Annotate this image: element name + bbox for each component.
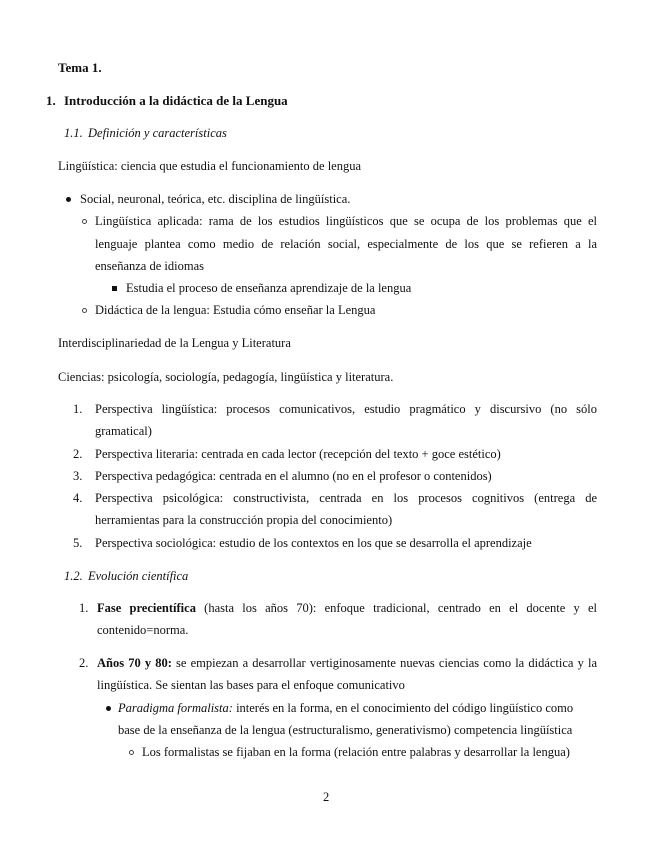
subsection-number: 1.2. [64,569,83,583]
paradigm-subitem: Los formalistas se fijaban en la forma (relación entre palabras y desarrollar la lengua) [142,745,570,759]
phase-label: Años 70 y 80: [97,656,172,670]
phase-text: (hasta los años 70): enfoque tradicional, centrado en el docente y el [195,601,597,615]
list-number: 2. [73,447,83,461]
applied-line-2: lenguaje plantea como medio de relación social, especialmente de los que se refieren a la [95,237,597,251]
section-heading: Introducción a la didáctica de la Lengua [64,93,288,108]
list-number: 2. [79,656,89,670]
paradigm-text: interés en la forma, en el conocimiento del código lingüístico como [232,701,574,715]
perspective-item: Perspectiva sociológica: estudio de los contextos en los que se desarrolla el aprendizaje [95,536,532,550]
bullet-disc-icon [106,706,111,711]
phase-item-cont: contenido=norma. [97,623,189,637]
paradigm-item [118,700,573,716]
page-number: 2 [323,790,330,804]
bullet-disc-icon [66,197,71,202]
perspective-item: Perspectiva lingüística: procesos comunicativos, estudio pragmático y discursivo (no sólo [95,402,597,416]
list-number: 4. [73,491,83,505]
applied-line-3: enseñanza de idiomas [95,259,204,273]
list-number: 5. [73,536,83,550]
subsection-number: 1.1. [64,126,83,140]
phase-item [97,655,597,671]
bullet-circle-icon [82,308,87,313]
phase-item-cont: lingüística. Se sientan las bases para el enfoque comunicativo [97,678,405,692]
list-number: 1. [73,402,83,416]
section-number: 1. [46,93,56,108]
perspective-item: Perspectiva pedagógica: centrada en el alumno (no en el profesor o contenidos) [95,469,492,483]
phase-item [97,600,597,616]
perspective-item: Perspectiva psicológica: constructivista, centrada en los procesos cognitivos (entrega de [95,491,597,505]
subsection-heading: Evolución científica [88,569,189,583]
square-item: Estudia el proceso de enseñanza aprendizaje de la lengua [126,281,412,295]
bullet-circle-icon [129,750,134,755]
interdisciplinary-paragraph: Interdisciplinariedad de la Lengua y Literatura [58,336,291,350]
applied-line-1: Lingüística aplicada: rama de los estudios lingüísticos que se ocupa de los problemas que el [95,214,597,228]
sciences-paragraph: Ciencias: psicología, sociología, pedagogía, lingüística y literatura. [58,370,394,384]
paradigm-item-cont: base de la enseñanza de la lengua (estructuralismo, generativismo) competencia lingüística [118,723,573,737]
subsection-heading: Definición y características [88,126,227,140]
list-number: 1. [79,601,89,615]
phase-label: Fase precientífica [97,601,196,615]
didactica-item: Didáctica de la lengua: Estudia cómo enseñar la Lengua [95,303,376,317]
bullet-circle-icon [82,219,87,224]
list-number: 3. [73,469,83,483]
paradigm-label: Paradigma formalista: [118,701,233,715]
bullet-item: Social, neuronal, teórica, etc. disciplina de lingüística. [80,192,351,206]
phase-text: se empiezan a desarrollar vertiginosamente nuevas ciencias como la didáctica y la [171,656,597,670]
doc-title: Tema 1. [58,60,102,75]
perspective-item-cont: herramientas para la construcción propia del conocimiento) [95,513,393,527]
definition-paragraph: Lingüística: ciencia que estudia el funcionamiento de lengua [58,159,362,173]
bullet-square-icon [112,286,117,291]
perspective-item: Perspectiva literaria: centrada en cada lector (recepción del texto + goce estético) [95,447,501,461]
perspective-item-cont: gramatical) [95,424,152,438]
